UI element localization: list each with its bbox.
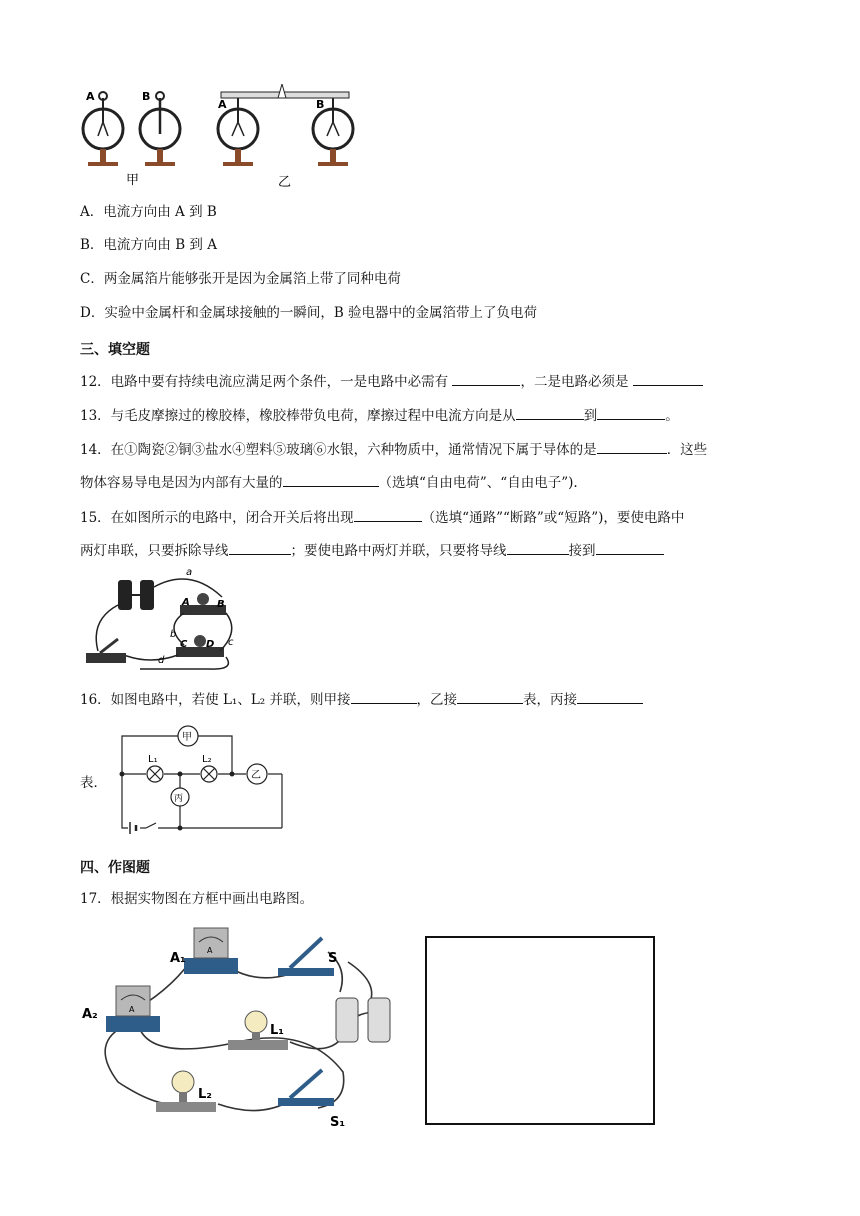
lamp-l2-label: L₂ xyxy=(202,754,212,765)
question-15-line2 xyxy=(80,540,664,561)
q14-text-d: （选填“自由电荷”、“自由电子”). xyxy=(378,475,578,491)
q15-text-a: 15．在如图所示的电路中，闭合开关后将出现 xyxy=(80,510,354,526)
section-heading-fill-in: 三、填空题 xyxy=(80,342,150,358)
label-a1: A₁ xyxy=(170,951,186,966)
q13-blank-1 xyxy=(516,405,584,420)
wire-label-a: a xyxy=(186,567,193,578)
label-a-jia: A xyxy=(86,90,95,103)
question-17: 17．根据实物图在方框中画出电路图。 xyxy=(80,891,314,907)
q14-blank-2 xyxy=(283,472,379,487)
switch-s1 xyxy=(278,1070,334,1106)
meter-yi-label: 乙 xyxy=(251,770,261,781)
label-a-yi: A xyxy=(218,98,227,111)
terminal-c: C xyxy=(180,639,188,650)
q12-text-a: 12．电路中要有持续电流应满足两个条件，一是电路中必需有 xyxy=(80,374,453,390)
q13-text-c: 。 xyxy=(665,408,679,424)
ammeter-a2-face-letter: A xyxy=(129,1005,135,1014)
question-15-line1 xyxy=(80,507,684,528)
q16-blank-2 xyxy=(457,689,523,704)
q14-text-a: 14．在①陶瓷②铜③盐水④塑料⑤玻璃⑥水银，六种物质中，通常情况下属于导体的是 xyxy=(80,442,597,458)
q13-blank-2 xyxy=(597,405,665,420)
q15-blank-4 xyxy=(596,540,664,555)
q16-text-c: 表，丙接 xyxy=(523,692,578,708)
option-a: A．电流方向由 A 到 B xyxy=(80,204,217,220)
label-b-jia: B xyxy=(142,90,151,103)
q16-text-a: 16．如图电路中，若使 L₁、L₂ 并联，则甲接 xyxy=(80,692,351,708)
q16-blank-1 xyxy=(351,689,417,704)
q14-blank-1 xyxy=(597,439,667,454)
meter-jia-label: 甲 xyxy=(182,732,192,743)
question-12 xyxy=(80,371,703,392)
wire-label-b: b xyxy=(170,629,177,640)
battery-pair xyxy=(336,998,390,1042)
q15-text-d: ；要使电路中两灯并联，只要将导线 xyxy=(290,543,507,559)
label-b-yi: B xyxy=(316,98,325,111)
answer-box[interactable] xyxy=(425,936,655,1125)
question-16 xyxy=(80,689,643,710)
section-heading-drawing: 四、作图题 xyxy=(80,860,150,876)
label-a2: A₂ xyxy=(82,1007,98,1022)
q13-text-a: 13．与毛皮摩擦过的橡胶棒，橡胶棒带负电荷，摩擦过程中电流方向是从 xyxy=(80,408,516,424)
lamp-l1-label: L₁ xyxy=(148,754,158,765)
electroscope-jia-b xyxy=(140,92,180,166)
electroscope-jia-a xyxy=(83,92,123,166)
q16-circuit-figure xyxy=(118,722,288,834)
option-b: B．电流方向由 B 到 A xyxy=(80,237,217,253)
option-c: C．两金属箔片能够张开是因为金属箔上带了同种电荷 xyxy=(80,271,401,287)
q16-text-b: ，乙接 xyxy=(416,692,458,708)
electroscope-figure xyxy=(78,84,368,194)
q13-text-b: 到 xyxy=(583,408,598,424)
terminal-a: A xyxy=(182,597,190,608)
q15-blank-3 xyxy=(507,540,569,555)
caption-yi: 乙 xyxy=(278,175,292,190)
q15-text-e: 接到 xyxy=(568,543,596,559)
q14-text-c: 物体容易导电是因为内部有大量的 xyxy=(80,475,283,491)
option-d: D．实验中金属杆和金属球接触的一瞬间，B 验电器中的金属箔带上了负电荷 xyxy=(80,305,538,321)
question-14-line2 xyxy=(80,472,578,493)
label-s1: S₁ xyxy=(330,1115,346,1130)
question-14-line1 xyxy=(80,439,707,460)
q15-text-c: 两灯串联，只要拆除导线 xyxy=(80,543,229,559)
terminal-b: B xyxy=(217,599,225,610)
question-13 xyxy=(80,405,679,426)
label-l1: L₁ xyxy=(270,1023,284,1038)
label-l2: L₂ xyxy=(198,1087,212,1102)
meter-bing-label: 丙 xyxy=(174,794,184,804)
q14-text-b: ．这些 xyxy=(666,442,708,458)
ammeter-a1 xyxy=(184,928,238,974)
ammeter-a1-face-letter: A xyxy=(207,946,213,955)
q15-blank-1 xyxy=(354,507,422,522)
caption-jia: 甲 xyxy=(126,173,140,188)
q16-tail: 表． xyxy=(80,775,107,791)
q15-circuit-figure xyxy=(80,565,240,673)
q16-blank-3 xyxy=(577,689,643,704)
terminal-d: D xyxy=(206,639,215,650)
q12-blank-2 xyxy=(633,371,703,386)
q17-physical-circuit xyxy=(78,922,398,1136)
q15-blank-2 xyxy=(229,540,291,555)
wire-label-d: d xyxy=(158,655,165,666)
label-s: S xyxy=(328,951,338,966)
q12-blank-1 xyxy=(452,371,520,386)
wire-label-c: c xyxy=(228,637,234,648)
switch-s xyxy=(278,938,334,976)
q12-text-b: ，二是电路必须是 xyxy=(520,374,633,390)
ammeter-a2 xyxy=(106,986,160,1032)
q15-text-b: （选填“通路”“断路”或“短路”)，要使电路中 xyxy=(421,510,685,526)
